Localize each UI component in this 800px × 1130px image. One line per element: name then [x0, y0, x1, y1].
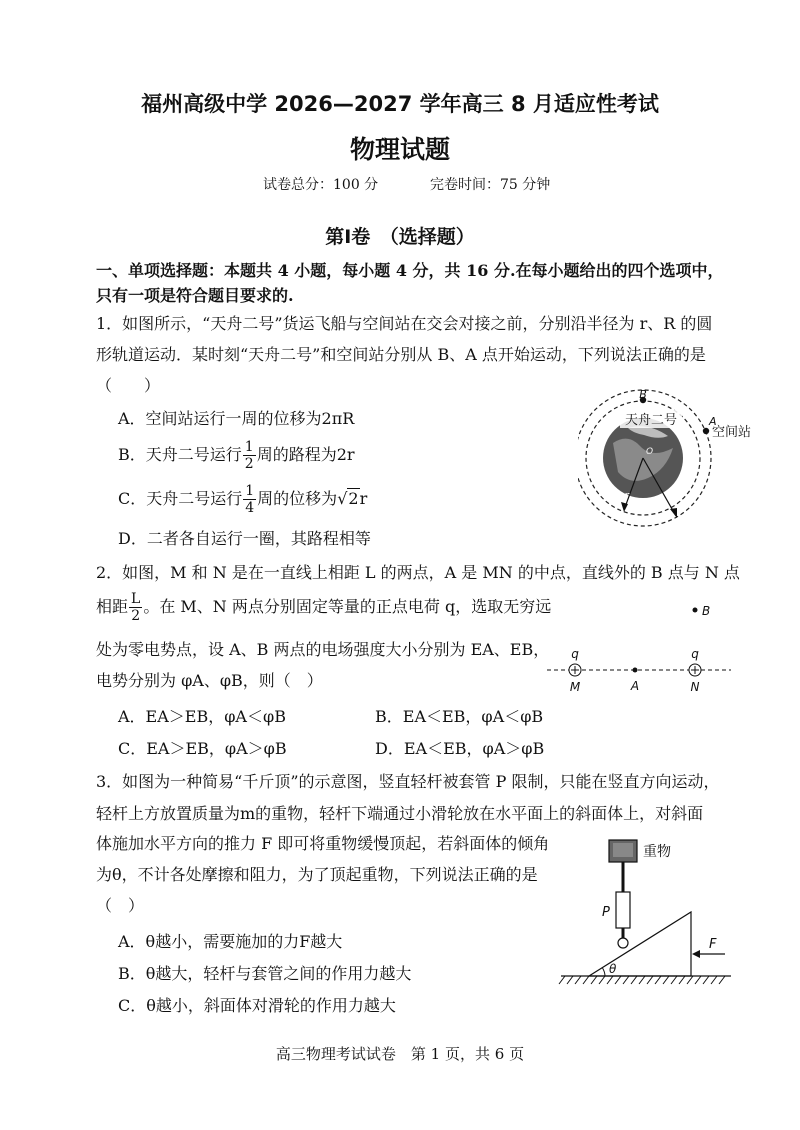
q2-option-a: A．EA＞EB，φA＜φB: [118, 707, 286, 726]
jack-diagram: [555, 836, 745, 996]
R-label: R: [673, 487, 682, 501]
q1-stem-line-2: 形轨道运动．某时刻“天舟二号”和空间站分别从 B、A 点开始运动，下列说法正确的是: [96, 345, 706, 364]
q2-option-c: C．EA＞EB，φA＞φB: [118, 739, 287, 758]
q2-stem-line-1: 2．如图，M 和 N 是在一直线上相距 L 的两点，A 是 MN 的中点，直线外的 B 点与 N 点: [96, 563, 740, 582]
ground-hatching: [559, 976, 725, 984]
exam-title: 福州高级中学 2026—2027 学年高三 8 月适应性考试: [141, 92, 659, 116]
q2-line-2-prefix: 相距: [96, 597, 129, 616]
charge-m-label: q: [571, 647, 579, 661]
q3-option-b: B．θ越大，轻杆与套管之间的作用力越大: [118, 964, 412, 983]
fraction: [129, 592, 142, 623]
q1-option-c: [118, 484, 367, 515]
q3-option-c: C．θ越小，斜面体对滑轮的作用力越大: [118, 996, 396, 1015]
sleeve-p-label: P: [602, 905, 610, 920]
point-b-label: B: [702, 604, 711, 618]
sleeve-p: [616, 892, 630, 928]
fraction-denominator: 2: [131, 608, 141, 624]
q3-answer-blank: （ ）: [96, 896, 145, 915]
q1-option-a: A．空间站运行一周的位移为2πR: [118, 409, 355, 428]
q2-option-d: D．EA＜EB，φA＞φB: [375, 739, 545, 758]
point-b-label: B: [639, 388, 647, 401]
q3-stem-line-4: 为θ，不计各处摩擦和阻力，为了顶起重物，下列说法正确的是: [96, 865, 538, 884]
arrowhead: [692, 950, 700, 958]
point-a-marker: [633, 668, 638, 673]
q2-stem-line-2: [96, 592, 551, 623]
fraction-denominator: 2: [244, 456, 254, 472]
fraction-numerator: 1: [244, 439, 254, 455]
point-a-label: A: [709, 415, 717, 428]
point-a-label: A: [630, 679, 640, 693]
q2-line-2-suffix: 。在 M、N 两点分别固定等量的正点电荷 q，选取无穷远: [143, 597, 552, 616]
time-limit: 完卷时间：75 分钟: [430, 177, 551, 193]
fraction-denominator: 4: [245, 500, 255, 516]
q2-stem-line-4: 电势分别为 φA、φB，则（ ）: [96, 671, 323, 690]
center-label: O: [646, 447, 654, 457]
q1-option-c-end: r: [359, 489, 368, 508]
total-score: 试卷总分：100 分: [263, 177, 379, 193]
point-n-label: N: [690, 680, 700, 694]
orbit-diagram: [578, 388, 778, 540]
instructions-line-1: 一、单项选择题：本题共 4 小题，每小题 4 分，共 16 分.在每小题给出的四个选项中，: [96, 261, 724, 280]
point-m-label: M: [569, 680, 581, 694]
sqrt-radicand: 2: [348, 489, 359, 508]
q3-stem-line-2: 轻杆上方放置质量为m的重物，轻杆下端通过小滑轮放在水平面上的斜面体上，对斜面: [96, 804, 704, 823]
force-f-label: F: [709, 937, 717, 952]
q3-stem-line-3: 体施加水平方向的推力 F 即可将重物缓慢顶起，若斜面体的倾角: [96, 834, 550, 853]
q2-stem-line-3: 处为零电势点，设 A、B 两点的电场强度大小分别为 EA、EB，: [96, 640, 550, 659]
section-title: 第Ⅰ卷 （选择题）: [325, 226, 475, 248]
sqrt-sign: √: [337, 489, 348, 508]
fraction-numerator: 1: [245, 483, 255, 499]
page-footer: 高三物理考试试卷 第 1 页，共 6 页: [275, 1045, 525, 1063]
charge-n-label: q: [691, 647, 699, 661]
q3-option-a: A．θ越小，需要施加的力F越大: [118, 932, 343, 951]
q1-option-d: D．二者各自运行一圈，其路程相等: [118, 529, 371, 548]
theta-label: θ: [609, 962, 617, 976]
q1-answer-blank: （ ）: [96, 376, 161, 395]
q1-option-b-prefix: B．天舟二号运行: [118, 445, 242, 464]
q3-stem-line-1: 3．如图为一种简易“千斤顶”的示意图，竖直轻杆被套管 P 限制，只能在竖直方向运动，: [96, 772, 720, 791]
q1-option-c-suffix: 周的位移为: [257, 489, 338, 508]
point-b-marker: [693, 608, 698, 613]
point-a-marker: [703, 428, 709, 434]
pulley-icon: [618, 938, 628, 948]
q2-option-b: B．EA＜EB，φA＜φB: [375, 707, 544, 726]
fraction: [243, 484, 256, 515]
station-label: 空间站: [712, 425, 752, 440]
weight-label: 重物: [643, 844, 671, 860]
fraction-numerator: L: [131, 591, 141, 607]
fraction: [243, 440, 256, 471]
q1-stem-line-1: 1．如图所示，“天舟二号”货运飞船与空间站在交会对接之前，分别沿半径为 r、R 的圆: [96, 314, 713, 333]
charge-diagram: [545, 596, 735, 700]
ship-label: 天舟二号: [624, 413, 678, 428]
arrowhead: [670, 508, 677, 518]
q1-option-b: [118, 440, 355, 471]
instructions-line-2: 只有一项是符合题目要求的.: [96, 286, 294, 305]
q1-option-c-prefix: C．天舟二号运行: [118, 489, 243, 508]
r-label: r: [624, 489, 629, 503]
q1-option-b-suffix: 周的路程为2r: [256, 445, 355, 464]
subject-title: 物理试题: [349, 135, 450, 164]
weight-shading: [613, 843, 633, 857]
wedge: [589, 912, 691, 976]
